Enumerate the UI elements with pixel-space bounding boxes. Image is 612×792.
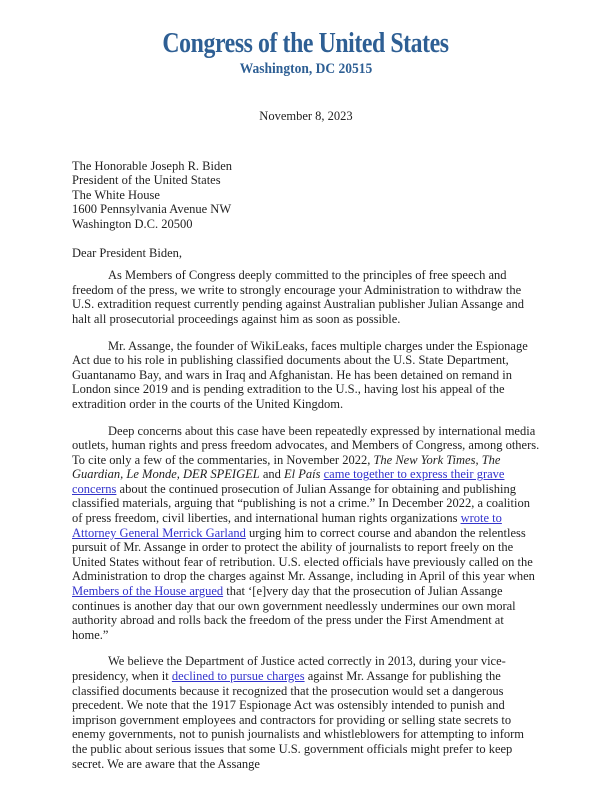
recipient-address (72, 159, 540, 232)
paragraph-intro (72, 268, 540, 326)
hyperlink[interactable]: Members of the House argued (72, 584, 224, 599)
text-run: against Mr. Assange for publishing the classified documents because it recognized that the prosecution would set a dangerous precedent. We note that the 1917 Espionage Act was ostensibly intended to punish and imprison government employees and contractors for providing or selling state secrets to enemy governments, not to punish journalists and whistleblowers for attempting to inform the public about serious issues that some U.S. government officials might prefer to keep secret. We are aware that the Assange (72, 669, 525, 771)
text-run: Deep concerns about this case have been repeatedly expressed by international media outlets, human rights and press freedom advocates, and Members of Congress, among others. To cite only a few of the commentaries, in November 2022, (72, 423, 540, 467)
text-run: urging him to correct course and abandon the relentless pursuit of Mr. Assange in order to protect the ability of journalists to report freely on the United States without fear of retribution. U.S. elected officials have previously called on the Administration to drop the charges against Mr. Assange, including in April of this year when (72, 525, 535, 584)
text-run: that ‘[e]very day that the prosecution of Julian Assange continues is another day that our own government needlessly undermines our own moral authority abroad and rolls back the freedom of the press under the First Amendment at home.” (72, 584, 516, 642)
text-run: We believe the Department of Justice acted correctly in 2013, during your vice-presidency, when it (72, 654, 506, 683)
paragraph-concerns (72, 424, 540, 643)
letterhead-subtitle: Washington, DC 20515 (239, 61, 373, 77)
hyperlink[interactable]: declined to pursue charges (171, 669, 305, 683)
paragraph-doj-history (72, 654, 540, 771)
text-run: As Members of Congress deeply committed to the principles of free speech and freedom of the press, we write to strongly encourage your Administration to withdraw the U.S. extradition request currently pending against Australian publisher Julian Assange and halt all prosecutorial proceedings against him as soon as possible. (72, 268, 524, 326)
letter-body (72, 268, 540, 771)
publication-name: The New York Times, The Guardian, Le Monde, DER SPEIGEL (72, 452, 501, 482)
recipient-line-place: The White House (72, 187, 160, 202)
paragraph-background (72, 339, 540, 412)
letter-date: November 8, 2023 (259, 109, 353, 123)
text-run: Mr. Assange, the founder of WikiLeaks, faces multiple charges under the Espionage Act due to his role in publishing classified documents about the U.S. State Department, Guantanamo Bay, and wars in Iraq and Afghanistan. He has been detained on remand in London since 2019 and is pending extradition to the U.S., having lost his appeal of the extradition order in the courts of the United Kingdom. (72, 338, 528, 411)
letterhead-title: Congress of the United States (162, 27, 450, 59)
recipient-line-name: The Honorable Joseph R. Biden (72, 158, 233, 173)
recipient-line-title: President of the United States (72, 173, 221, 188)
recipient-line-city: Washington D.C. 20500 (72, 216, 193, 231)
text-run: about the continued prosecution of Julian Assange for obtaining and publishing classified materials, arguing that “publishing is not a crime.” In December 2022, a coalition of press freedom, civil liberties, and international human rights organizations (72, 481, 530, 526)
hyperlink[interactable]: came together to express their grave concerns (72, 467, 505, 496)
letterhead (72, 26, 540, 78)
recipient-line-street: 1600 Pennsylvania Avenue NW (72, 202, 232, 217)
publication-name: El País (284, 467, 321, 482)
text-run: and (259, 467, 285, 482)
salutation: Dear President Biden, (72, 245, 183, 260)
hyperlink[interactable]: wrote to Attorney General Merrick Garland (72, 511, 502, 540)
